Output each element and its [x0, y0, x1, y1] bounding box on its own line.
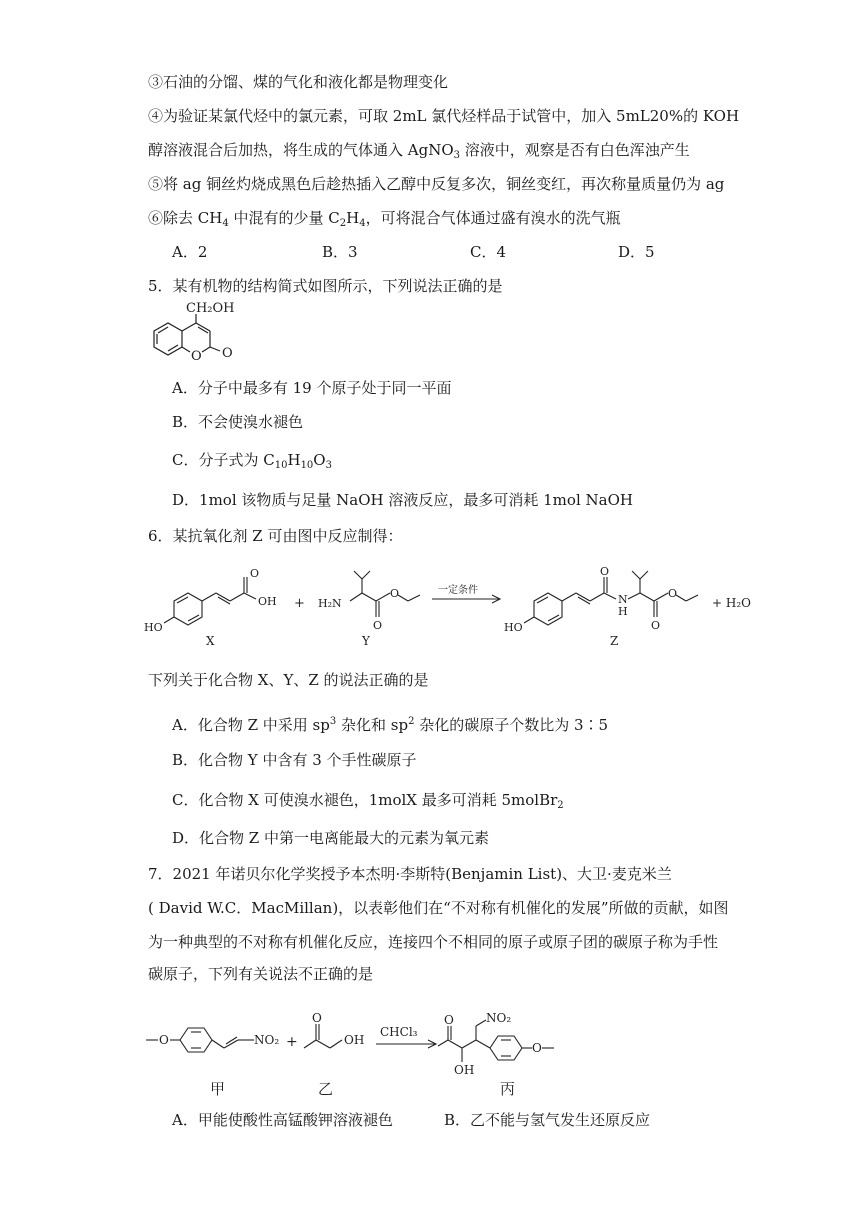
q6-label-y-o1: O — [373, 619, 383, 632]
q6-label-x-o: O — [250, 567, 260, 580]
q7-label-jia-no2: NO₂ — [254, 1033, 280, 1047]
q4-item-6: ⑥除去 $CH_4$ 中混有的少量 $C_2H_4$，可将混合气体通过盛有溴水的洗气瓶 — [148, 209, 621, 229]
q6-label-x-oh: OH — [258, 595, 277, 608]
q7-label-bing-oh: OH — [454, 1063, 475, 1077]
q6-label-x: X — [206, 634, 215, 648]
q7-label-bing-o: O — [444, 1013, 454, 1027]
q4-option-a: A．2 — [172, 243, 208, 261]
q7-plus: + — [286, 1034, 298, 1050]
q4-item-5: ⑤将 ag 铜丝灼烧成黑色后趁热插入乙醇中反复多次，铜丝变红，再次称量质量仍为 ag — [148, 175, 725, 193]
q4-item-3: ③石油的分馏、煤的气化和液化都是物理变化 — [148, 73, 449, 91]
q4-item-4-line2: 醇溶液混合后加热，将生成的气体通入 AgNO$_3$ 溶液中，观察是否有白色浑浊产生 — [148, 141, 690, 161]
q6-option-b: B．化合物 Y 中含有 3 个手性碳原子 — [172, 751, 417, 769]
q5-option-a: A．分子中最多有 19 个原子处于同一平面 — [172, 379, 452, 397]
q6-option-c: C．化合物 X 可使溴水褪色，1molX 最多可消耗 5molBr$_2$ — [172, 791, 564, 811]
q6-label-y: Y — [362, 634, 370, 648]
q7-label-bing-o2: O — [532, 1041, 542, 1055]
q7-stem-line2: ( David W.C．MacMillan)，以表彰他们在“不对称有机催化的发展”所做的贡献，如图 — [148, 899, 729, 917]
q7-label-chcl3: CHCl₃ — [380, 1025, 418, 1039]
q6-label-h2n: H₂N — [318, 597, 342, 610]
q5-label-ring-o: O — [191, 349, 202, 364]
q4-option-d: D．5 — [618, 243, 655, 261]
q7-label-yi-o: O — [312, 1011, 322, 1025]
q6-label-z-ho: HO — [504, 621, 523, 634]
q7-stem-line3: 为一种典型的不对称有机催化反应，连接四个不相同的原子或原子团的碳原子称为手性 — [148, 933, 719, 951]
q6-plus: + — [294, 596, 305, 611]
q7-reaction-diagram — [140, 1010, 700, 1100]
q6-sub-stem: 下列关于化合物 X、Y、Z 的说法正确的是 — [148, 671, 429, 689]
q7-stem-line4: 碳原子，下列有关说法不正确的是 — [148, 965, 374, 983]
q7-label-yi: 乙 — [318, 1080, 334, 1098]
q5-label-carbonyl-o: O — [222, 346, 233, 361]
q6-label-x-ho: HO — [144, 621, 163, 634]
q5-option-b: B．不会使溴水褪色 — [172, 413, 304, 431]
q6-option-a: A．化合物 Z 中采用 $sp^3$ 杂化和 $sp^2$ 杂化的碳原子个数比为 3∶5 — [172, 716, 609, 734]
q6-option-d: D．化合物 Z 中第一电离能最大的元素为氧元素 — [172, 829, 489, 847]
q7-stem-line1: 7．2021 年诺贝尔化学奖授予本杰明·李斯特(Benjamin List)、大卫·麦克米兰 — [148, 865, 672, 883]
q7-label-yi-oh: OH — [344, 1033, 365, 1047]
q6-stem: 6．某抗氧化剂 Z 可由图中反应制得： — [148, 527, 403, 545]
q6-label-z-n: N — [618, 593, 628, 606]
q5-option-d: D．1mol 该物质与足量 NaOH 溶液反应，最多可消耗 1mol NaOH — [172, 491, 633, 509]
q7-label-bing: 丙 — [500, 1080, 516, 1098]
q6-reaction-diagram — [140, 555, 760, 655]
q4-option-b: B．3 — [322, 243, 358, 261]
q5-structure-diagram — [140, 300, 250, 364]
q7-label-jia: 甲 — [210, 1080, 226, 1098]
q6-label-z-o2: O — [651, 619, 661, 632]
q5-option-c: C．分子式为 $C_{10}H_{10}O_3$ — [172, 451, 332, 471]
q4-item-4-line1: ④为验证某氯代烃中的氯元素，可取 2mL 氯代烃样品于试管中，加入 5mL20%的 KOH — [148, 107, 740, 125]
q6-label-z-h: H — [618, 605, 628, 618]
q6-label-y-o2: O — [390, 587, 400, 600]
q7-label-jia-o: O — [159, 1033, 169, 1047]
q6-label-z-o3: O — [668, 587, 678, 600]
q6-plus-h2o: + H₂O — [712, 596, 751, 610]
q7-option-a: A．甲能使酸性高锰酸钾溶液褪色 — [172, 1111, 393, 1129]
q6-label-z-o1: O — [600, 565, 610, 578]
q7-option-b: B．乙不能与氢气发生还原反应 — [444, 1111, 651, 1129]
q5-label-ch2oh: CH₂OH — [186, 301, 235, 316]
q5-stem: 5．某有机物的结构简式如图所示，下列说法正确的是 — [148, 277, 503, 295]
q7-label-bing-no2: NO₂ — [486, 1011, 512, 1025]
q6-condition: 一定条件 — [438, 585, 478, 596]
q4-option-c: C．4 — [470, 243, 507, 261]
q6-label-z: Z — [610, 634, 619, 648]
